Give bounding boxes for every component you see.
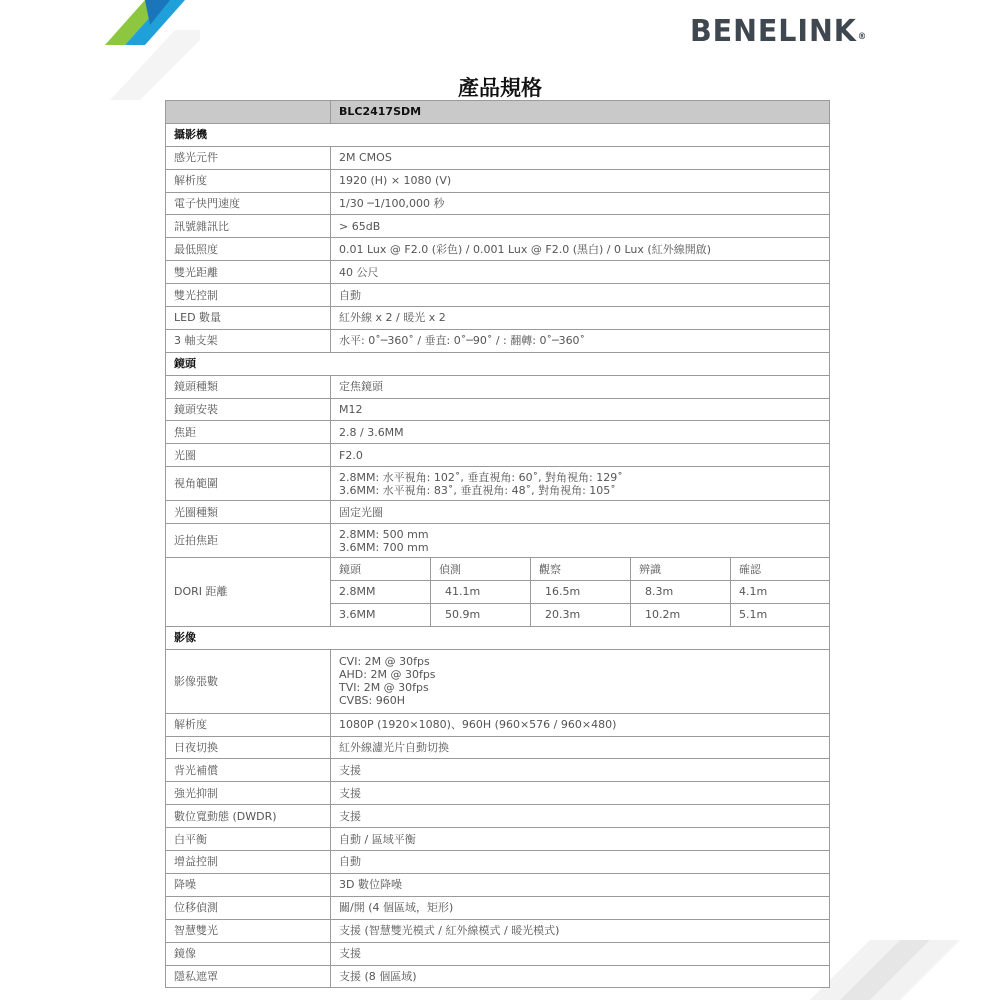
spec-value: 支援 (智慧雙光模式 / 紅外線模式 / 暖光模式) [331, 919, 830, 942]
spec-row [166, 965, 830, 988]
spec-label: 訊號雜訊比 [166, 215, 331, 238]
dori-data-cell: 3.6MM [331, 603, 431, 626]
section-header-row [166, 626, 830, 649]
spec-label: 解析度 [166, 169, 331, 192]
spec-value: 2.8 / 3.6MM [331, 421, 830, 444]
spec-value: 0.01 Lux @ F2.0 (彩色) / 0.001 Lux @ F2.0 (黑白) / 0 Lux (紅外線開啟) [331, 238, 830, 261]
spec-label: 鏡像 [166, 942, 331, 965]
spec-label: LED 數量 [166, 307, 331, 330]
spec-label: 解析度 [166, 713, 331, 736]
spec-label: 影像張數 [166, 649, 331, 713]
spec-label: 雙光控制 [166, 284, 331, 307]
section-title: 鏡頭 [166, 352, 830, 375]
spec-value: 自動 / 區域平衡 [331, 828, 830, 851]
spec-row [166, 329, 830, 352]
spec-label: 近拍焦距 [166, 524, 331, 558]
spec-row [166, 851, 830, 874]
spec-value-line: 2.8MM: 水平視角: 102˚, 垂直視角: 60˚, 對角視角: 129˚ [339, 470, 623, 484]
spec-value-line: TVI: 2M @ 30fps [339, 681, 429, 695]
dori-header-cell: 觀察 [531, 558, 631, 581]
section-header-row [166, 352, 830, 375]
spec-label: 增益控制 [166, 851, 331, 874]
spec-row [166, 375, 830, 398]
spec-value [331, 649, 830, 713]
spec-value: F2.0 [331, 444, 830, 467]
spec-value: 1080P (1920×1080)、960H (960×576 / 960×480) [331, 713, 830, 736]
dori-label: DORI 距離 [166, 558, 331, 627]
spec-value: 固定光圈 [331, 501, 830, 524]
spec-row [166, 169, 830, 192]
dori-data-cell: 20.3m [531, 603, 631, 626]
spec-row [166, 307, 830, 330]
brand-logo: BENELINK® [690, 14, 868, 49]
spec-label: 電子快門速度 [166, 192, 331, 215]
spec-value: 支援 (8 個區域) [331, 965, 830, 988]
spec-value: 1/30 ─1/100,000 秒 [331, 192, 830, 215]
dori-data-cell: 10.2m [631, 603, 731, 626]
dori-data-cell: 50.9m [431, 603, 531, 626]
spec-value-line: CVBS: 960H [339, 694, 406, 708]
spec-value-line: CVI: 2M @ 30fps [339, 655, 430, 669]
spec-value: 紅外線濾光片自動切換 [331, 736, 830, 759]
model-name: BLC2417SDM [331, 101, 830, 124]
corner-decoration-bottom-right [810, 940, 1000, 1000]
spec-row [166, 398, 830, 421]
spec-row [166, 713, 830, 736]
spec-label: 光圈 [166, 444, 331, 467]
spec-value-line: AHD: 2M @ 30fps [339, 668, 436, 682]
spec-value: 40 公尺 [331, 261, 830, 284]
spec-value [331, 524, 830, 558]
spec-label: 雙光距離 [166, 261, 331, 284]
spec-label: 日夜切換 [166, 736, 331, 759]
dori-data-cell: 41.1m [431, 581, 531, 604]
spec-label: 焦距 [166, 421, 331, 444]
spec-value-line: 3.6MM: 水平視角: 83˚, 垂直視角: 48˚, 對角視角: 105˚ [339, 483, 616, 497]
spec-value: 支援 [331, 805, 830, 828]
spec-label: 光圈種類 [166, 501, 331, 524]
spec-value: 支援 [331, 782, 830, 805]
spec-label: 位移偵測 [166, 896, 331, 919]
dori-header-row [166, 558, 830, 581]
spec-row [166, 759, 830, 782]
spec-value: 自動 [331, 851, 830, 874]
spec-row [166, 192, 830, 215]
spec-label: 背光補償 [166, 759, 331, 782]
spec-row [166, 444, 830, 467]
section-title: 攝影機 [166, 123, 830, 146]
spec-value: 3D 數位降噪 [331, 873, 830, 896]
spec-value-line: 3.6MM: 700 mm [339, 540, 429, 554]
spec-label: 鏡頭安裝 [166, 398, 331, 421]
spec-value-line: 2.8MM: 500 mm [339, 527, 429, 541]
spec-row [166, 896, 830, 919]
spec-row [166, 805, 830, 828]
spec-row [166, 942, 830, 965]
spec-row [166, 649, 830, 713]
section-title: 影像 [166, 626, 830, 649]
spec-value: 關/開 (4 個區域，矩形) [331, 896, 830, 919]
spec-value: 定焦鏡頭 [331, 375, 830, 398]
dori-header-cell: 鏡頭 [331, 558, 431, 581]
dori-data-cell: 4.1m [731, 581, 830, 604]
spec-value: 水平: 0˚─360˚ / 垂直: 0˚─90˚ / : 翻轉: 0˚─360˚ [331, 329, 830, 352]
spec-row [166, 524, 830, 558]
spec-row [166, 261, 830, 284]
spec-label: 數位寬動態 (DWDR) [166, 805, 331, 828]
spec-label: 智慧雙光 [166, 919, 331, 942]
spec-value: 紅外線 x 2 / 暖光 x 2 [331, 307, 830, 330]
spec-value: 自動 [331, 284, 830, 307]
spec-value: 2M CMOS [331, 146, 830, 169]
spec-row [166, 919, 830, 942]
spec-row [166, 501, 830, 524]
spec-value: M12 [331, 398, 830, 421]
dori-data-cell: 5.1m [731, 603, 830, 626]
dori-data-cell: 2.8MM [331, 581, 431, 604]
spec-value: 支援 [331, 759, 830, 782]
spec-value: 1920 (H) × 1080 (V) [331, 169, 830, 192]
spec-label: 3 軸支架 [166, 329, 331, 352]
spec-value [331, 467, 830, 501]
spec-row [166, 828, 830, 851]
dori-data-cell: 16.5m [531, 581, 631, 604]
spec-row [166, 146, 830, 169]
spec-label: 視角範圍 [166, 467, 331, 501]
spec-row [166, 467, 830, 501]
spec-table [165, 100, 830, 988]
dori-header-cell: 確認 [731, 558, 830, 581]
dori-header-cell: 偵測 [431, 558, 531, 581]
spec-row [166, 215, 830, 238]
spec-label: 降噪 [166, 873, 331, 896]
spec-row [166, 238, 830, 261]
spec-value: 支援 [331, 942, 830, 965]
dori-header-cell: 辨識 [631, 558, 731, 581]
spec-label: 鏡頭種類 [166, 375, 331, 398]
spec-value: > 65dB [331, 215, 830, 238]
spec-label: 最低照度 [166, 238, 331, 261]
header-blank-cell [166, 101, 331, 124]
spec-row [166, 284, 830, 307]
spec-label: 感光元件 [166, 146, 331, 169]
spec-row [166, 873, 830, 896]
spec-row [166, 421, 830, 444]
section-header-row [166, 123, 830, 146]
page-title: 產品規格 [458, 76, 542, 100]
dori-data-cell: 8.3m [631, 581, 731, 604]
spec-row [166, 782, 830, 805]
spec-label: 隱私遮罩 [166, 965, 331, 988]
spec-row [166, 736, 830, 759]
table-header-row [166, 101, 830, 124]
spec-label: 強光抑制 [166, 782, 331, 805]
spec-label: 白平衡 [166, 828, 331, 851]
